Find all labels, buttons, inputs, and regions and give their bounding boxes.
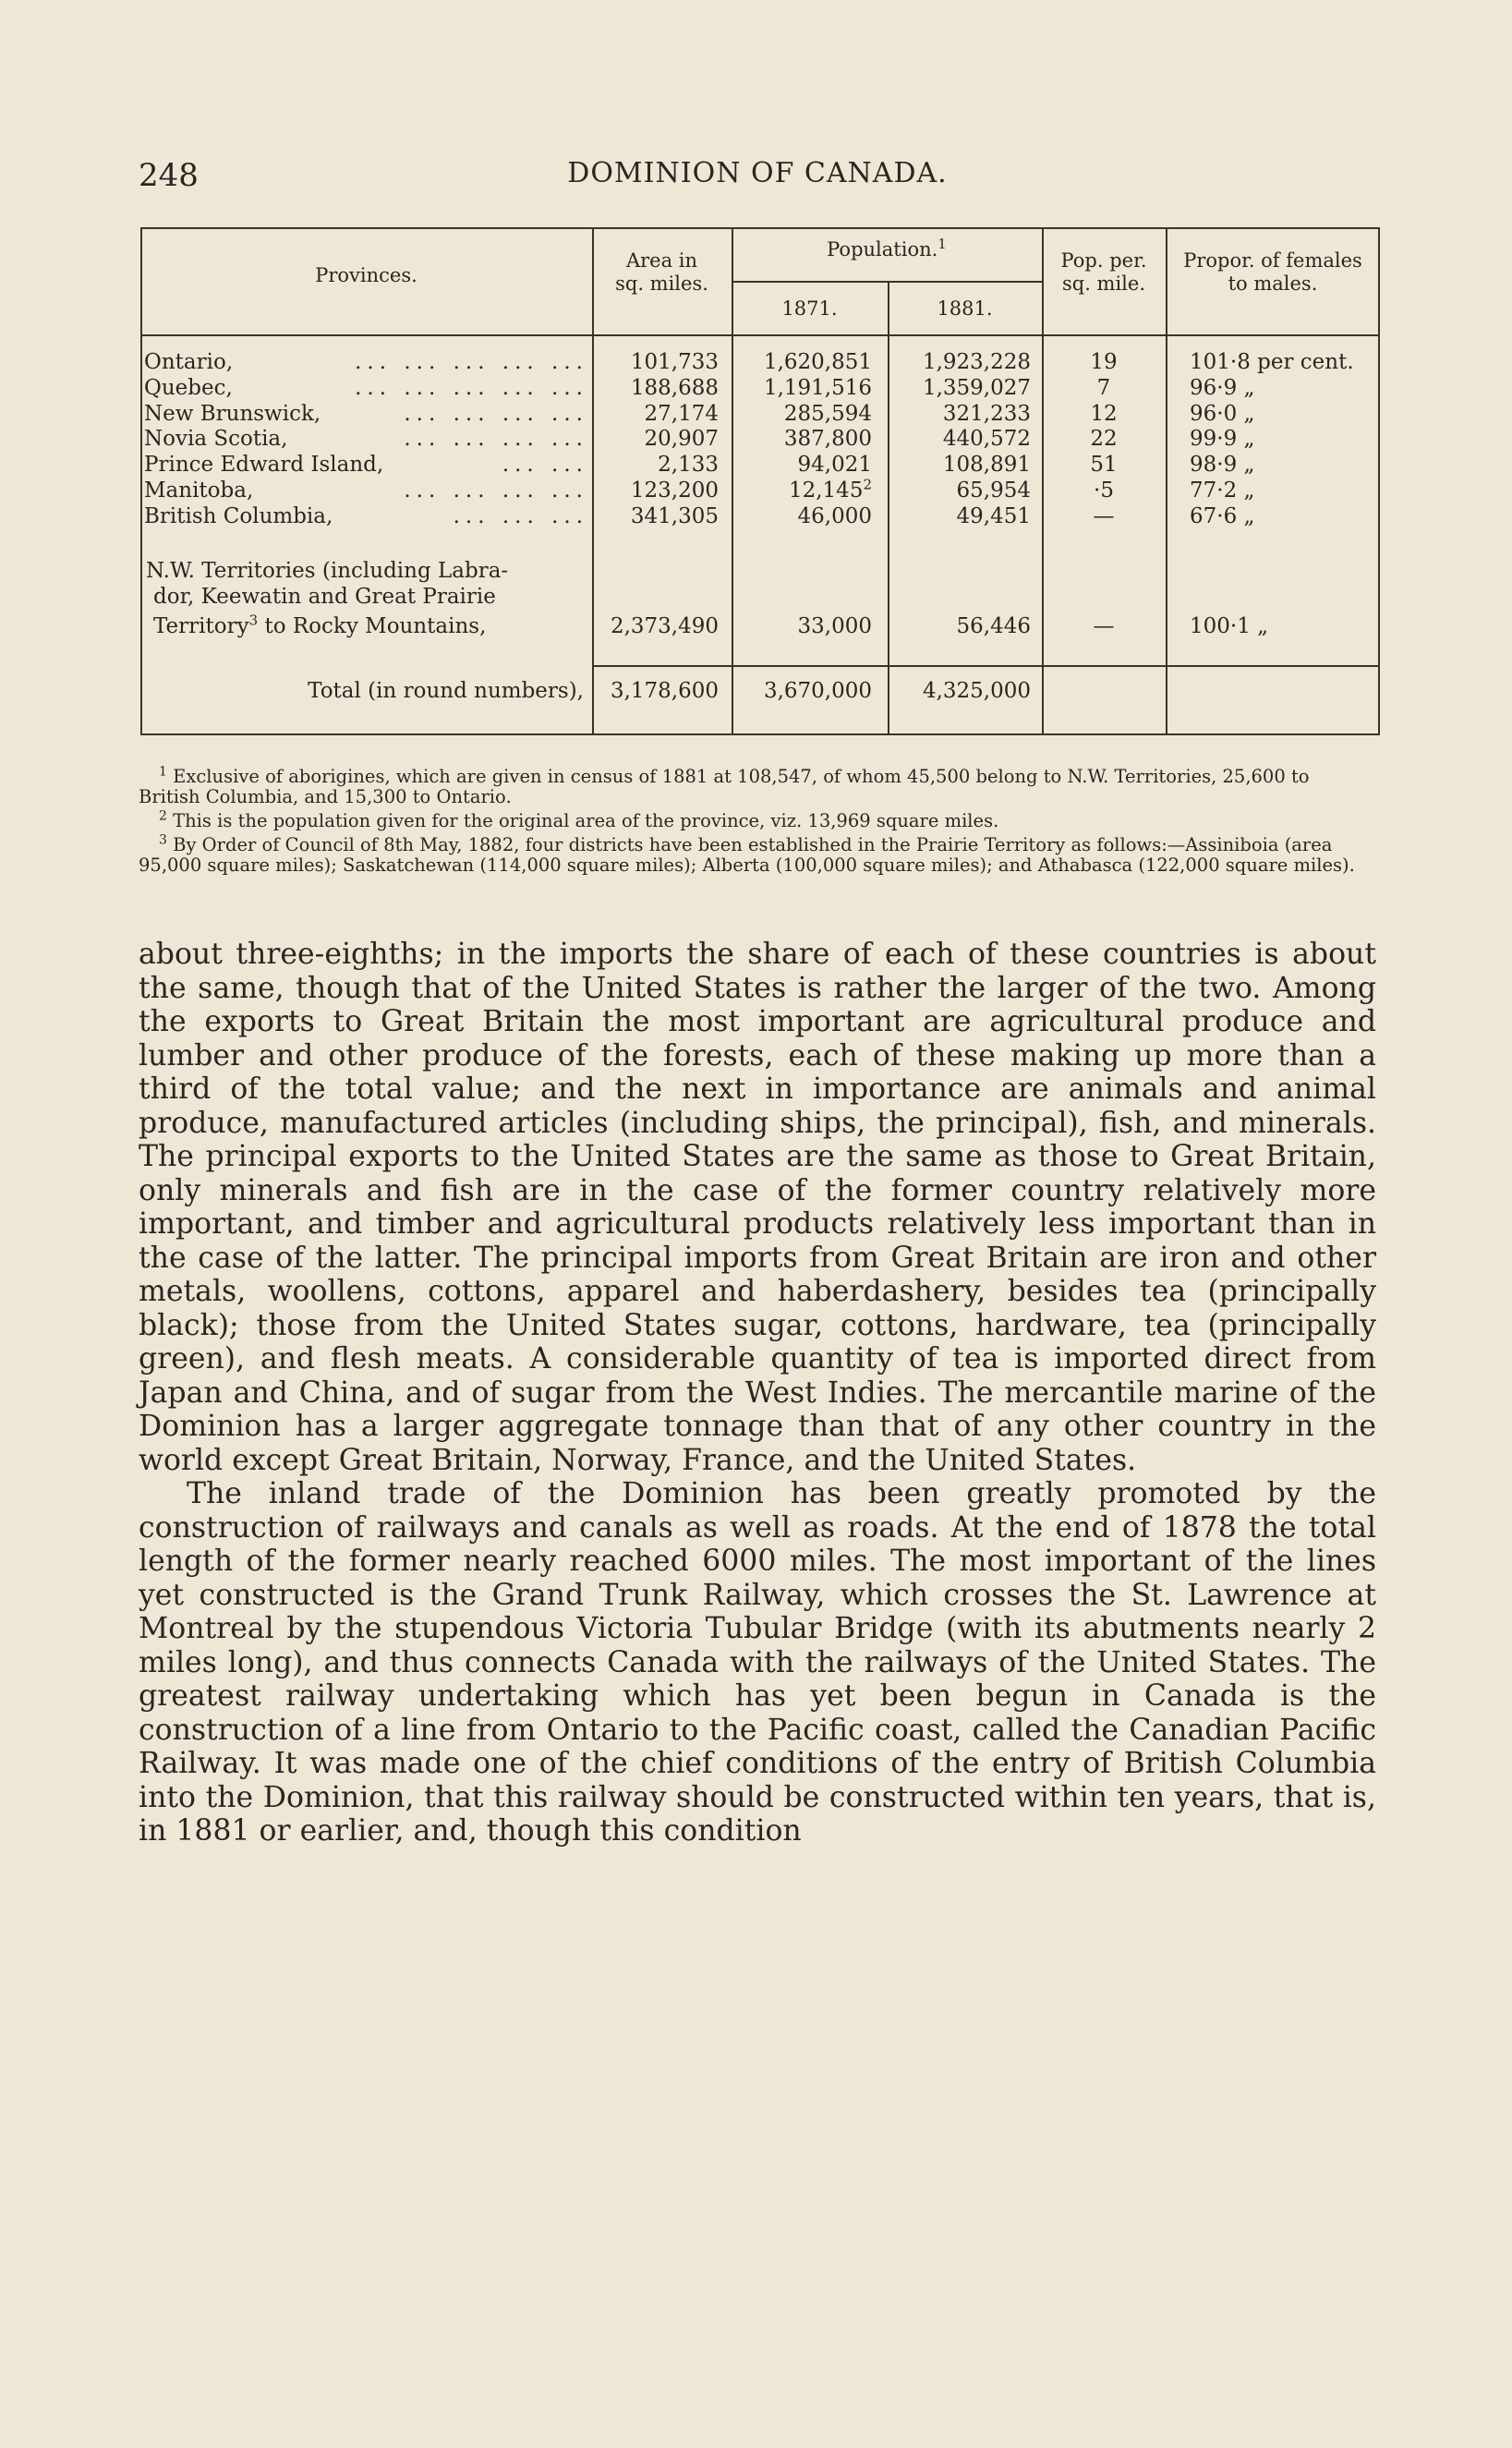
- population-table: [140, 227, 1380, 735]
- header-area-line1: Area in: [625, 249, 698, 272]
- table-top-rule: [140, 227, 1380, 229]
- nw-line1: N.W. Territories (including Labra-: [146, 559, 509, 583]
- province-name: Quebec,: [144, 375, 233, 400]
- population-1871-value: 12,145: [788, 479, 864, 503]
- leader-dots: ... ... ... ...: [404, 401, 588, 426]
- pop-per-sq-mile: 7: [1096, 375, 1111, 400]
- header-pop-per-line1: Pop. per.: [1060, 249, 1147, 272]
- footnote-mark: 1: [159, 764, 167, 780]
- total-pop1881: 4,325,000: [922, 679, 1031, 703]
- nw-note-mark: 3: [248, 612, 259, 629]
- population-note-mark: 1: [937, 236, 947, 252]
- header-pop-per-line2: sq. mile.: [1061, 273, 1146, 295]
- total-label: Total (in round numbers),: [308, 679, 584, 703]
- nw-line3-post: to Rocky Mountains,: [258, 614, 487, 638]
- nw-area: 2,373,490: [610, 614, 719, 638]
- leader-dots: ... ... ... ... ...: [355, 375, 588, 400]
- proportion-females: 99·9 „: [1190, 427, 1255, 452]
- population-1871-value: 1,191,516: [763, 375, 872, 400]
- area-sq-miles: 123,200: [630, 479, 719, 503]
- header-area: [592, 249, 732, 296]
- leader-dots: ... ... ... ... ...: [355, 350, 588, 374]
- population-1871: [732, 349, 872, 375]
- population-1881: 65,954: [956, 479, 1031, 503]
- population-1871: [732, 503, 872, 529]
- footnote: [139, 764, 1376, 807]
- header-provinces: Provinces.: [315, 264, 417, 286]
- footnote-text: By Order of Council of 8th May, 1882, four districts have been established in the Prairie Territory as follows:—Assiniboia (area 95,000 square miles); Saskatchewan (114,000 square miles); Alberta (100,000 square miles); and Athabasca (122,000 square miles).: [139, 834, 1355, 876]
- leader-dots: ... ... ... ...: [404, 427, 588, 452]
- population-1871-value: 94,021: [797, 453, 872, 478]
- table-bottom-rule: [140, 733, 1380, 735]
- total-pop1871: 3,670,000: [763, 679, 872, 703]
- nw-propor: 100·1 „: [1190, 614, 1269, 638]
- area-sq-miles: 2,133: [658, 453, 719, 478]
- page-header: [139, 157, 1376, 203]
- note-mark: 2: [863, 476, 872, 493]
- nw-pop1881: 56,446: [956, 614, 1031, 638]
- province-name: New Brunswick,: [144, 401, 321, 426]
- table-right-rule: [1378, 227, 1380, 735]
- population-1881: 49,451: [956, 503, 1031, 528]
- header-proportion: [1166, 249, 1380, 296]
- proportion-females: 101·8 per cent.: [1190, 350, 1354, 374]
- population-1871: [732, 401, 872, 427]
- paragraph: about three-eighths; in the imports the share of each of these countries is about the same, though that of the United States is rather the larger of the two. Among the exports to Great Britain the most important are agricultural produce and lumber and other produce of the forests, each of these making up more than a third of the total value; and the next in importance are animals and animal produce, manufactured articles (including ships, the principal), fish, and minerals. The principal exports to the United States are the same as those to Great Britain, only minerals and fish are in the case of the former country relatively more important, and timber and agricultural products relatively less important than in the case of the latter. The principal imports from Great Britain are iron and other metals, woollens, cottons, apparel and haberdashery, besides tea (principally black); those from the United States sugar, cottons, hardware, tea (principally green), and flesh meats. A considerable quantity of tea is imported direct from Japan and China, and of sugar from the West Indies. The mercantile marine of the Dominion has a larger aggregate tonnage than that of any other country in the world except Great Britain, Norway, France, and the United States.: [139, 938, 1376, 1477]
- nw-line3-pre: Territory: [153, 614, 249, 638]
- footnote-text: Exclusive of aborigines, which are given in census of 1881 at 108,547, of whom 45,500 belong to N.W. Territories, 25,600 to British Columbia, and 15,300 to Ontario.: [139, 766, 1310, 807]
- population-1871: [732, 426, 872, 452]
- nw-line2: dor, Keewatin and Great Prairie: [153, 585, 496, 609]
- leader-dots: ... ... ...: [453, 503, 588, 528]
- proportion-females: 77·2 „: [1190, 479, 1255, 503]
- header-1881: 1881.: [937, 297, 993, 320]
- area-sq-miles: 341,305: [630, 503, 719, 528]
- population-1881: 1,359,027: [922, 375, 1031, 400]
- pop-per-sq-mile: 51: [1090, 453, 1118, 478]
- province-name: Ontario,: [144, 350, 234, 374]
- population-1881: 321,233: [942, 401, 1031, 426]
- area-sq-miles: 20,907: [644, 427, 719, 452]
- nw-line3: [146, 613, 589, 639]
- proportion-females: 67·6 „: [1190, 503, 1255, 528]
- table-left-rule: [140, 227, 142, 735]
- pop-per-sq-mile: —: [1093, 503, 1115, 528]
- header-propor-line2: to males.: [1228, 273, 1318, 295]
- area-sq-miles: 188,688: [630, 375, 719, 400]
- population-1871-value: 387,800: [783, 427, 872, 452]
- pop-per-sq-mile: 12: [1090, 401, 1118, 426]
- leader-dots: ... ... ... ...: [404, 479, 588, 503]
- population-1871: [732, 375, 872, 401]
- proportion-females: 96·9 „: [1190, 375, 1255, 400]
- header-pop-per-sq-mile: [1042, 249, 1166, 296]
- nw-territories-label: [146, 558, 589, 639]
- population-1871: [732, 478, 872, 503]
- footnote-mark: 2: [159, 808, 167, 824]
- population-1871-value: 46,000: [797, 503, 872, 528]
- header-area-line2: sq. miles.: [615, 273, 708, 295]
- pop-per-sq-mile: 19: [1090, 350, 1118, 374]
- total-top-rule: [592, 665, 1380, 667]
- population-1871-value: 285,594: [783, 401, 872, 426]
- province-name: Prince Edward Island,: [144, 453, 384, 478]
- province-name: Novia Scotia,: [144, 427, 288, 452]
- footnote-text: This is the population given for the original area of the province, viz. 13,969 square miles.: [166, 810, 999, 831]
- area-sq-miles: 27,174: [644, 401, 719, 426]
- leader-dots: ... ...: [502, 453, 588, 478]
- province-name: British Columbia,: [144, 503, 333, 528]
- proportion-females: 98·9 „: [1190, 453, 1255, 478]
- col-rule: [1166, 227, 1167, 735]
- population-1881: 440,572: [942, 427, 1031, 452]
- pop-per-sq-mile: 22: [1090, 427, 1118, 452]
- running-title: DOMINION OF CANADA.: [567, 157, 948, 189]
- footnotes: [139, 764, 1376, 879]
- header-bottom-rule: [140, 334, 1380, 336]
- paragraph: The inland trade of the Dominion has been greatly promoted by the construction of railways and canals as well as roads. At the end of 1878 the total length of the former nearly reached 6000 miles. The most important of the lines yet constructed is the Grand Trunk Railway, which crosses the St. Lawrence at Montreal by the stupendous Victoria Tubular Bridge (with its abutments nearly 2 miles long), and thus connects Canada with the railways of the United States. The greatest railway undertaking which has yet been begun in Canada is the construction of a line from Ontario to the Pacific coast, called the Canadian Pacific Railway. It was made one of the chief conditions of the entry of British Columbia into the Dominion, that this railway should be constructed within ten years, that is, in 1881 or earlier, and, though this condition: [139, 1477, 1376, 1848]
- header-1871: 1871.: [781, 297, 838, 320]
- nw-per-sq-mile: —: [1093, 614, 1115, 638]
- population-1871-value: 1,620,851: [763, 350, 872, 374]
- population-subheader-rule: [732, 281, 1042, 283]
- header-propor-line1: Propor. of females: [1183, 249, 1362, 272]
- footnote: [139, 808, 1376, 831]
- header-population-label: Population.: [827, 238, 938, 261]
- pop-per-sq-mile: ·5: [1094, 479, 1114, 503]
- population-1881: 108,891: [942, 453, 1031, 478]
- header-population: [732, 238, 1042, 261]
- nw-pop1871: 33,000: [797, 614, 872, 638]
- footnote-mark: 3: [159, 832, 167, 848]
- proportion-females: 96·0 „: [1190, 401, 1255, 426]
- area-sq-miles: 101,733: [630, 350, 719, 374]
- population-1871: [732, 452, 872, 478]
- population-1881: 1,923,228: [922, 350, 1031, 374]
- total-area: 3,178,600: [610, 679, 719, 703]
- page-number: 248: [139, 157, 199, 194]
- province-name: Manitoba,: [144, 479, 254, 503]
- body-text: [139, 938, 1376, 1848]
- footnote: [139, 832, 1376, 876]
